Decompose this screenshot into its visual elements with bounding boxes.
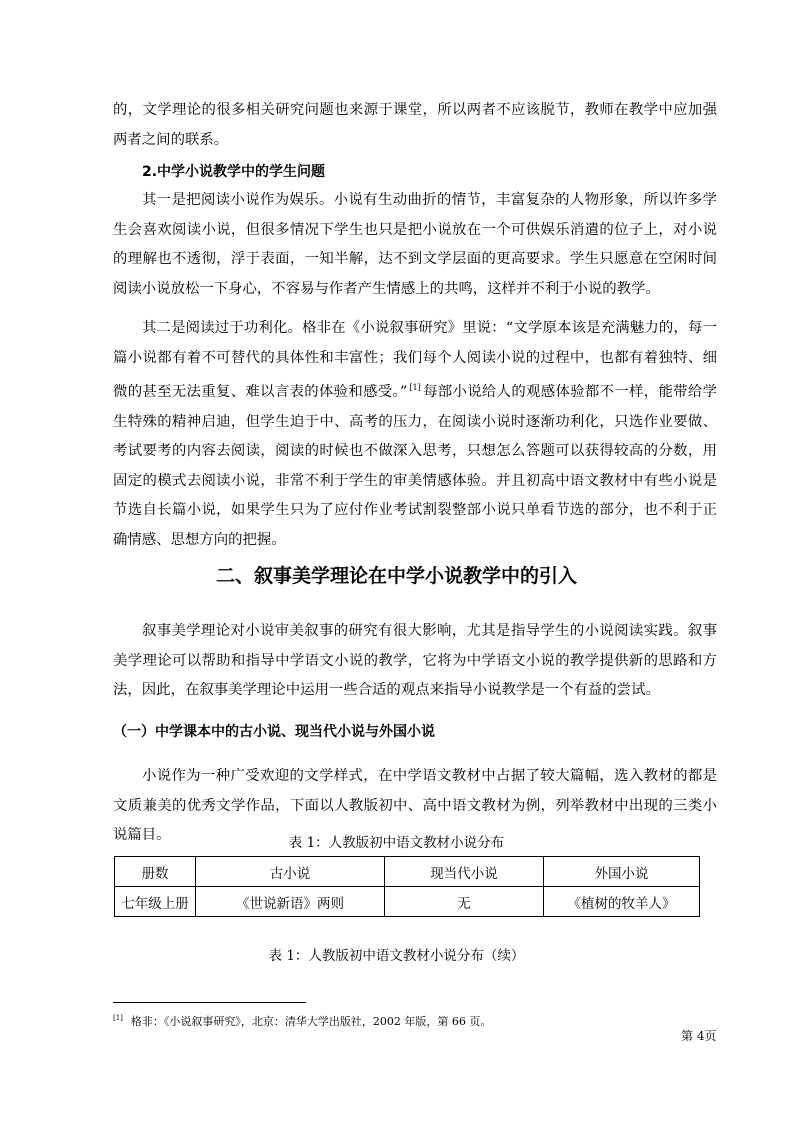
table-header-row xyxy=(115,857,700,887)
chapter-title: 二、叙事美学理论在中学小说教学中的引入 xyxy=(215,565,577,587)
header-modern-novels: 现当代小说 xyxy=(385,857,544,887)
novel-distribution-table xyxy=(114,856,700,917)
subsection-paragraph: 小说作为一种广受欢迎的文学样式，在中学语文教材中占据了较大篇幅，选入教材的都是文质兼美的优秀文学作品，下面以人教版初中、高中语文教材为例，列举教材中出现的三类小说篇目。 xyxy=(113,768,717,844)
continuation-paragraph: 的，文学理论的很多相关研究问题也来源于课堂，所以两者不应该脱节，教师在教学中应加强两者之间的联系。 xyxy=(113,102,717,148)
cell-modern: 无 xyxy=(385,887,544,917)
page-number: 第 4页 xyxy=(681,1029,717,1043)
table-caption: 表 1：人教版初中语文教材小说分布 xyxy=(288,835,505,851)
chapter-intro-paragraph: 叙事美学理论对小说审美叙事的研究有很大影响，尤其是指导学生的小说阅读实践。叙事美学理论可以帮助和指导中学语文小说的教学，它将为中学语文小说的教学提供新的思路和方法，因此，在叙事美学理论中运用一些合适的观点来指导小说教学是一个有益的尝试。 xyxy=(113,623,717,699)
cell-volume: 七年级上册 xyxy=(115,887,196,917)
header-foreign-novels: 外国小说 xyxy=(544,857,700,887)
paragraph-utilitarian xyxy=(113,314,717,556)
cell-foreign: 《植树的牧羊人》 xyxy=(544,887,700,917)
footnote-marker: [1] xyxy=(113,1014,123,1023)
paragraph-entertainment: 其一是把阅读小说作为娱乐。小说有生动曲折的情节，丰富复杂的人物形象，所以许多学生会喜欢阅读小说，但很多情况下学生也只是把小说放在一个可供娱乐消遣的位子上，对小说的理解也不透彻，浮于表面，一知半解，达不到文学层面的更高要求。学生只愿意在空闲时间阅读小说放松一下身心，不容易与作者产生情感上的共鸣，这样并不利于小说的教学。 xyxy=(113,192,717,297)
paragraph-utilitarian-part1: 其二是阅读过于功利化。格非在《小说叙事研究》里说：“文学原本该是充满魅力的，每一篇小说都有着不可替代的具体性和丰富性；我们每个人阅读小说的过程中，也都有着独特、细微的甚至无法重复、难以言表的体验和感受。” xyxy=(113,320,717,400)
section-heading-student-issues: 2.中学小说教学中的学生问题 xyxy=(142,164,326,180)
table-caption-continued: 表 1：人教版初中语文教材小说分布（续） xyxy=(268,948,525,964)
subsection-title: （一）中学课本中的古小说、现当代小说与外国小说 xyxy=(113,724,435,740)
table-row xyxy=(115,887,700,917)
header-classical-novels: 古小说 xyxy=(196,857,385,887)
header-volume: 册数 xyxy=(115,857,196,887)
footnote-divider xyxy=(113,1002,306,1003)
cell-classical: 《世说新语》两则 xyxy=(196,887,385,917)
paragraph-utilitarian-part2: 每部小说给人的观感体验都不一样，能带给学生特殊的精神启迪，但学生迫于中、高考的压力，在阅读小说时逐渐功利化，只选作业要做、考试要考的内容去阅读，阅读的时候也不做深入思考，只想怎么答题可以获得较高的分数，用固定的模式去阅读小说，非常不利于学生的审美情感体验。并且初高中语文教材中有些小说是节选自长篇小说，如果学生只为了应付作业考试割裂整部小说只单看节选的部分，也不利于正确情感、思想方向的把握。 xyxy=(113,383,717,548)
footnote xyxy=(113,1013,491,1029)
footnote-reference[interactable]: [1] xyxy=(409,383,421,393)
footnote-text: 格非：《小说叙事研究》，北京：清华大学出版社，2002 年版，第 66 页。 xyxy=(130,1015,492,1028)
